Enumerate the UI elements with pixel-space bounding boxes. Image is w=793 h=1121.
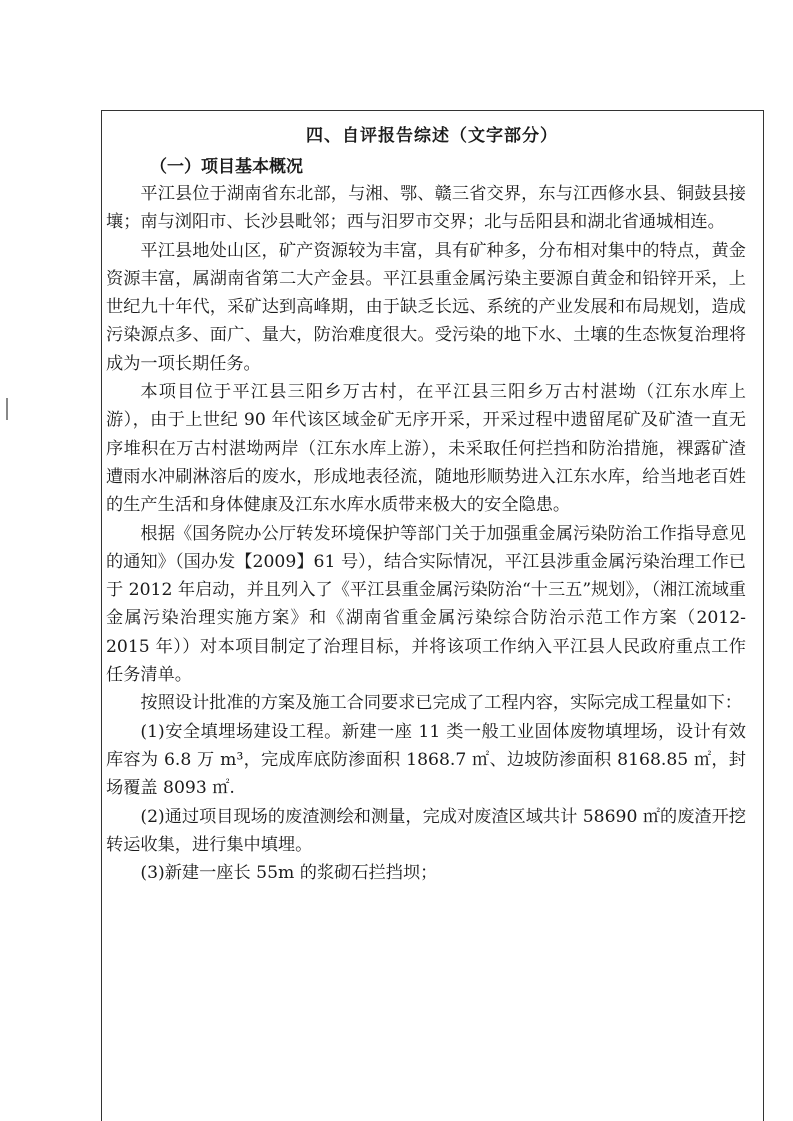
paragraph-item-3: (3)新建一座长 55m 的浆砌石拦挡坝； <box>140 863 438 884</box>
paragraph-completion: 按照设计批准的方案及施工合同要求已完成了工程内容，实际完成工程量如下： <box>140 693 742 714</box>
paragraph-item-1: (1)安全填埋场建设工程。新建一座 11 类一般工业固体废物填埋场，设计有效库容为 6.8 万 m³，完成库底防渗面积 1868.7 ㎡、边坡防渗面积 8168.85 ㎡，封场覆盖 8093 ㎡. <box>106 721 746 799</box>
body-text <box>106 180 746 887</box>
paragraph-policy-basis: 根据《国务院办公厅转发环境保护等部门关于加强重金属污染防治工作指导意见的通知》（国办发【2009】61 号），结合实际情况，平江县涉重金属污染治理工作已于 2012 年启动，并且列入了《平江县重金属污染防治“十三五”规划》，（湘江流域重金属污染治理实施方案》和《湖南省重金属污染综合防治示范工作方案（2012-2015 年））对本项目制定了治理目标，并将该项工作纳入平江县人民政府重点工作任务清单。 <box>106 523 746 686</box>
paragraph-item-2: (2)通过项目现场的废渣测绘和测量，完成对废渣区域共计 58690 ㎡的废渣开挖转运收集，进行集中填埋。 <box>106 806 746 855</box>
section-title: 四、自评报告综述（文字部分） <box>306 126 558 146</box>
paragraph-location: 平江县位于湖南省东北部，与湘、鄂、赣三省交界，东与江西修水县、铜鼓县接壤；南与浏阳市、长沙县毗邻；西与汨罗市交界；北与岳阳县和湖北省通城相连。 <box>106 184 746 233</box>
subsection-title: （一）项目基本概况 <box>150 157 303 177</box>
binding-mark <box>6 398 8 420</box>
paragraph-project-site: 本项目位于平江县三阳乡万古村，在平江县三阳乡万古村湛坳（江东水库上游），由于上世纪 90 年代该区域金矿无序开采，开采过程中遗留尾矿及矿渣一直无序堆积在万古村湛坳两岸（江东水库上游），未采取任何拦挡和防治措施，裸露矿渣遭雨水冲刷淋溶后的废水，形成地表径流，随地形顺势进入江东水库，给当地老百姓的生产生活和身体健康及江东水库水质带来极大的安全隐患。 <box>106 382 746 516</box>
paragraph-background: 平江县地处山区，矿产资源较为丰富，具有矿种多，分布相对集中的特点，黄金资源丰富，属湖南省第二大产金县。平江县重金属污染主要源自黄金和铅锌开采，上世纪九十年代，采矿达到高峰期，由于缺乏长远、系统的产业发展和布局规划，造成污染源点多、面广、量大，防治难度很大。受污染的地下水、土壤的生态恢复治理将成为一项长期任务。 <box>106 240 746 374</box>
report-frame <box>101 110 764 1121</box>
